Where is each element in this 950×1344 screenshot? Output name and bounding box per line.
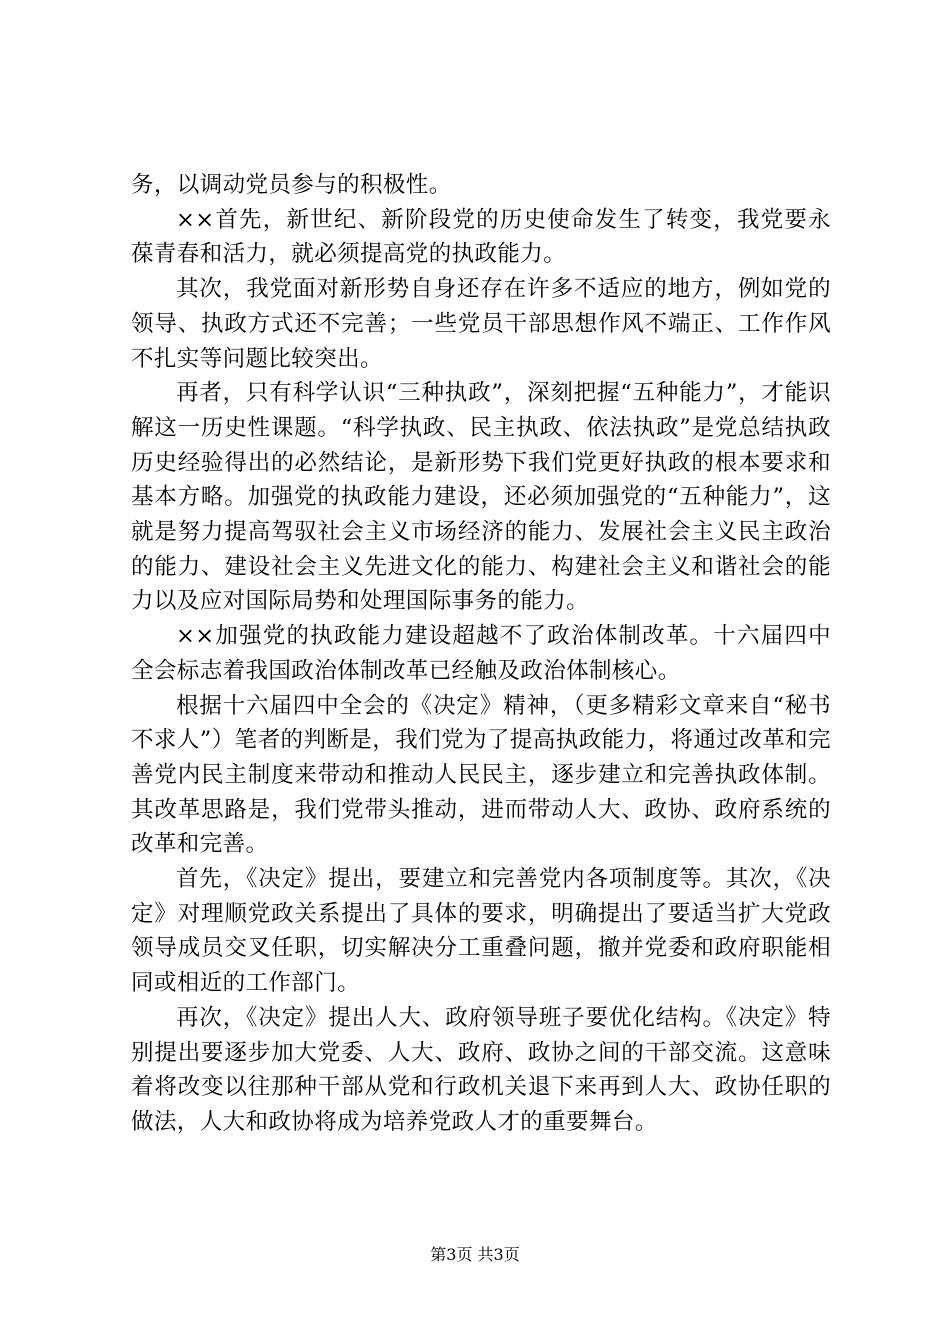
paragraph-8: 再次，《决定》提出人大、政府领导班子要优化结构。《决定》特别提出要逐步加大党委、人大、政府、政协之间的干部交流。这意味着将改变以往那种干部从党和行政机关退下来再到人大、政协任职的做法，人大和政协将成为培养党政人才的重要舞台。 (131, 1004, 831, 1135)
paragraph-3: 其次，我党面对新形势自身还存在许多不适应的地方，例如党的领导、执政方式还不完善；一些党员干部思想作风不端正、工作作风不扎实等问题比较突出。 (131, 276, 831, 372)
paragraph-1: 务，以调动党员参与的积极性。 (131, 172, 452, 198)
paragraph-5: ××加强党的执政能力建设超越不了政治体制改革。十六届四中全会标志着我国政治体制改革已经触及政治体制核心。 (131, 623, 831, 684)
page-footer (0, 1244, 950, 1266)
paragraph-6: 根据十六届四中全会的《决定》精神，（更多精彩文章来自“秘书不求人”）笔者的判断是，我们党为了提高执政能力，将通过改革和完善党内民主制度来带动和推动人民民主，逐步建立和完善执政体制。其改革思路是，我们党带头推动，进而带动人大、政协、政府系统的改革和完善。 (131, 692, 831, 858)
paragraph-2: ××首先，新世纪、新阶段党的历史使命发生了转变，我党要永葆青春和活力，就必须提高党的执政能力。 (131, 206, 831, 268)
document-body (131, 168, 831, 1140)
paragraph-4: 再者，只有科学认识“三种执政”，深刻把握“五种能力”，才能识解这一历史性课题。“科学执政、民主执政、依法执政”是党总结执政历史经验得出的必然结论，是新形势下我们党更好执政的根本要求和基本方略。加强党的执政能力建设，还必须加强党的“五种能力”，这就是努力提高驾驭社会主义市场经济的能力、发展社会主义民主政治的能力、建设社会主义先进文化的能力、构建社会主义和谐社会的能力以及应对国际局势和处理国际事务的能力。 (131, 380, 831, 615)
paragraph-7: 首先，《决定》提出，要建立和完善党内各项制度等。其次，《决定》对理顺党政关系提出了具体的要求，明确提出了要适当扩大党政领导成员交叉任职，切实解决分工重叠问题，撤并党委和政府职能相同或相近的工作部门。 (131, 866, 831, 997)
page-number-label: 第3页 共3页 (430, 1245, 520, 1264)
